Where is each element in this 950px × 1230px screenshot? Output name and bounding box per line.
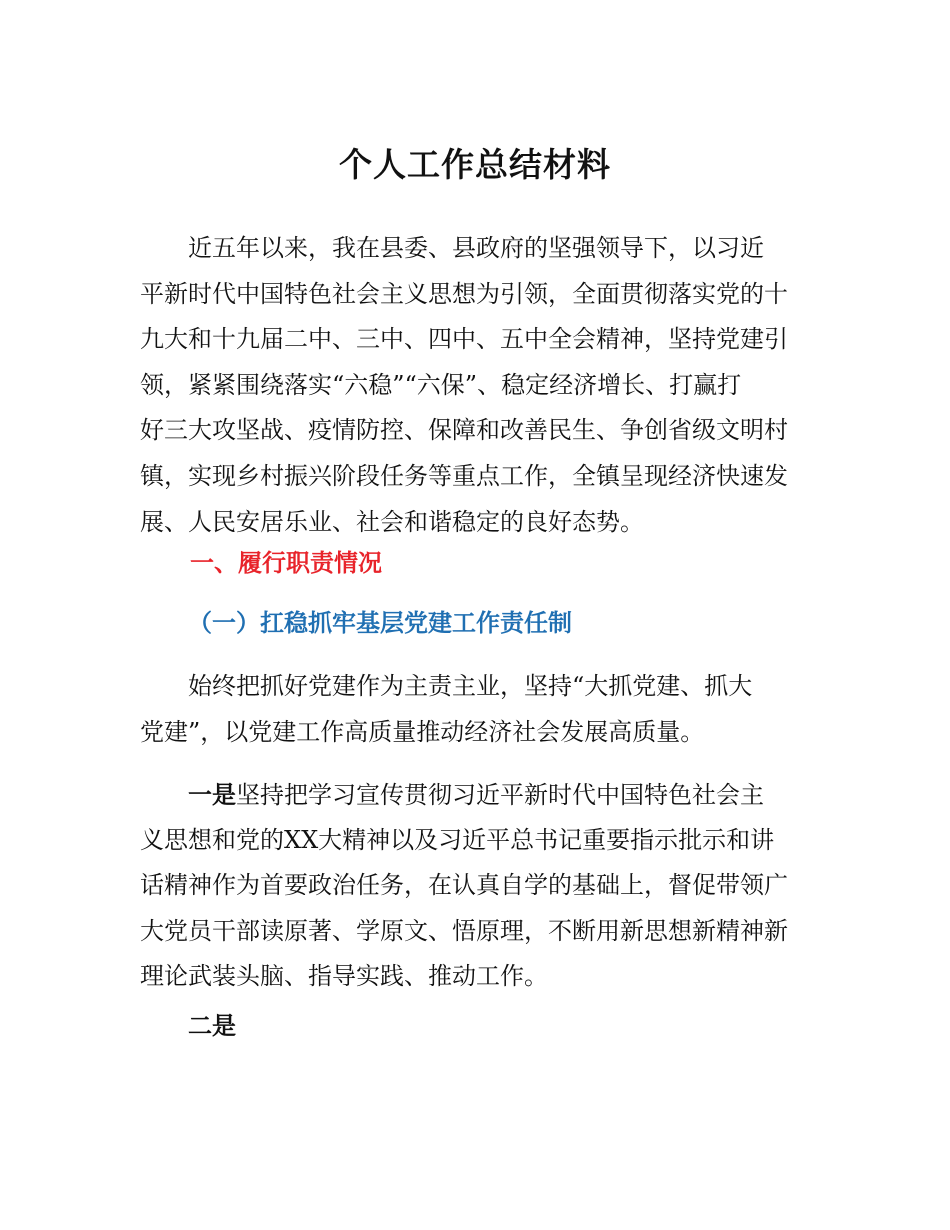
- text-line: 义思想和党的XX大精神以及习近平总书记重要指示批示和讲: [140, 825, 775, 854]
- point-one-paragraph: [140, 772, 812, 1000]
- text-line: 平新时代中国特色社会主义思想为引领，全面贯彻落实党的十: [140, 279, 788, 308]
- text-line: 领，紧紧围绕落实“六稳”“六保”、稳定经济增长、打赢打: [140, 370, 742, 399]
- section-heading: 一、履行职责情况: [190, 548, 382, 577]
- text-line: 展、人民安居乐业、社会和谐稳定的良好态势。: [140, 507, 644, 536]
- point-one-text: 坚持把学习宣传贯彻习近平新时代中国特色社会主: [236, 781, 764, 809]
- text-line: 大党员干部读原著、学原文、悟原理，不断用新思想新精神新: [140, 916, 788, 945]
- text-line: 理论武装头脑、指导实践、推动工作。: [140, 962, 548, 991]
- text-line: [140, 772, 812, 818]
- point-one-label: 一是: [188, 780, 236, 809]
- text-line: [140, 1003, 812, 1049]
- party-building-paragraph: [140, 664, 812, 755]
- text-line: 好三大攻坚战、疫情防控、保障和改善民生、争创省级文明村: [140, 416, 788, 445]
- text-line: 话精神作为首要政治任务，在认真自学的基础上，督促带领广: [140, 871, 788, 900]
- text-line: 九大和十九届二中、三中、四中、五中全会精神，坚持党建引: [140, 325, 788, 354]
- document-title: 个人工作总结材料: [339, 145, 611, 184]
- text-line: 近五年以来，我在县委、县政府的坚强领导下，以习近: [188, 234, 764, 262]
- point-two-label: 二是: [188, 1011, 236, 1040]
- subsection-heading: （一）扛稳抓牢基层党建工作责任制: [188, 608, 572, 637]
- point-two-paragraph: [140, 1003, 812, 1049]
- text-line: 镇，实现乡村振兴阶段任务等重点工作，全镇呈现经济快速发: [140, 461, 788, 490]
- text-line: 党建”，以党建工作高质量推动经济社会发展高质量。: [140, 717, 705, 746]
- intro-paragraph: [140, 226, 812, 545]
- text-line: 始终把抓好党建作为主责主业，坚持“大抓党建、抓大: [188, 672, 753, 700]
